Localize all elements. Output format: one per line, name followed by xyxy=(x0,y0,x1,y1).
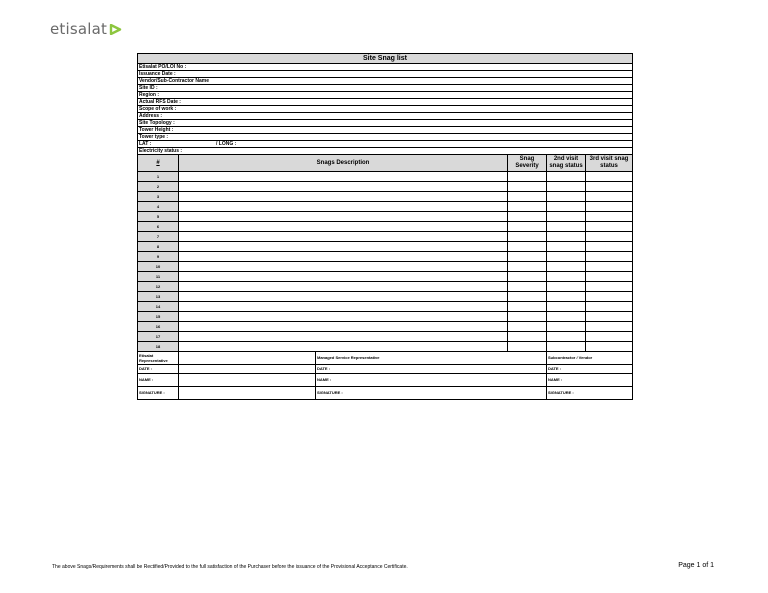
row-number: 2 xyxy=(138,182,179,192)
third-visit-status-cell[interactable] xyxy=(586,322,633,332)
row-number: 12 xyxy=(138,282,179,292)
table-row xyxy=(138,242,633,252)
row-number: 14 xyxy=(138,302,179,312)
date-label: DATE : xyxy=(138,365,179,374)
name-label: NAME : xyxy=(547,374,633,387)
snag-description-cell[interactable] xyxy=(179,272,508,282)
second-visit-status-cell[interactable] xyxy=(547,172,586,182)
snag-severity-cell[interactable] xyxy=(508,242,547,252)
snag-severity-cell[interactable] xyxy=(508,262,547,272)
signature-label: SIGNATURE : xyxy=(547,387,633,400)
third-visit-status-cell[interactable] xyxy=(586,262,633,272)
snag-severity-cell[interactable] xyxy=(508,182,547,192)
snag-description-cell[interactable] xyxy=(179,342,508,352)
table-row xyxy=(138,292,633,302)
snag-description-cell[interactable] xyxy=(179,262,508,272)
snag-severity-cell[interactable] xyxy=(508,302,547,312)
table-row xyxy=(138,302,633,312)
field-scope-of-work: Scope of work : xyxy=(138,106,633,113)
row-number: 18 xyxy=(138,342,179,352)
second-visit-status-cell[interactable] xyxy=(547,182,586,192)
column-second-visit-header: 2nd visit snag status xyxy=(547,155,586,172)
second-visit-status-cell[interactable] xyxy=(547,322,586,332)
snag-severity-cell[interactable] xyxy=(508,322,547,332)
footer-note: The above Snags/Requirements shall be Rectified/Provided to the full satisfaction of the Purchaser before the issuance of the Provisional Acceptance Certificate. xyxy=(52,564,408,570)
third-visit-status-cell[interactable] xyxy=(586,272,633,282)
row-number: 13 xyxy=(138,292,179,302)
second-visit-status-cell[interactable] xyxy=(547,202,586,212)
field-vendor-name: Vendor/Sub-Contractor Name xyxy=(138,78,633,85)
snag-description-cell[interactable] xyxy=(179,212,508,222)
second-visit-status-cell[interactable] xyxy=(547,312,586,322)
snag-severity-cell[interactable] xyxy=(508,232,547,242)
snag-severity-cell[interactable] xyxy=(508,332,547,342)
table-row xyxy=(138,172,633,182)
row-number: 1 xyxy=(138,172,179,182)
snag-table xyxy=(137,53,633,400)
snag-rows xyxy=(138,172,633,352)
row-number: 10 xyxy=(138,262,179,272)
table-row xyxy=(138,332,633,342)
page-number: Page 1 of 1 xyxy=(678,562,714,569)
snag-severity-cell[interactable] xyxy=(508,192,547,202)
snag-description-cell[interactable] xyxy=(179,282,508,292)
snag-description-cell[interactable] xyxy=(179,182,508,192)
table-row xyxy=(138,182,633,192)
signature-label: SIGNATURE : xyxy=(316,387,547,400)
snag-description-cell[interactable] xyxy=(179,232,508,242)
second-visit-status-cell[interactable] xyxy=(547,232,586,242)
snag-description-cell[interactable] xyxy=(179,172,508,182)
field-rfs-date: Actual RFS Date : xyxy=(138,99,633,106)
table-row xyxy=(138,212,633,222)
column-severity-header: Snag Severity xyxy=(508,155,547,172)
snag-description-cell[interactable] xyxy=(179,322,508,332)
third-visit-status-cell[interactable] xyxy=(586,192,633,202)
field-po-loi: Etisalat PO/LOI No : xyxy=(138,64,633,71)
third-visit-status-cell[interactable] xyxy=(586,242,633,252)
third-visit-status-cell[interactable] xyxy=(586,282,633,292)
signature-label: SIGNATURE : xyxy=(138,387,179,400)
row-number: 17 xyxy=(138,332,179,342)
snag-severity-cell[interactable] xyxy=(508,252,547,262)
snag-severity-cell[interactable] xyxy=(508,272,547,282)
second-visit-status-cell[interactable] xyxy=(547,282,586,292)
row-number: 6 xyxy=(138,222,179,232)
third-visit-status-cell[interactable] xyxy=(586,212,633,222)
field-electricity-status: Electricity status : xyxy=(138,148,633,155)
snag-severity-cell[interactable] xyxy=(508,292,547,302)
third-visit-status-cell[interactable] xyxy=(586,342,633,352)
second-visit-status-cell[interactable] xyxy=(547,242,586,252)
column-number-header: # xyxy=(138,155,179,172)
third-visit-status-cell[interactable] xyxy=(586,252,633,262)
second-visit-status-cell[interactable] xyxy=(547,222,586,232)
table-row xyxy=(138,202,633,212)
table-row xyxy=(138,322,633,332)
second-visit-status-cell[interactable] xyxy=(547,252,586,262)
snag-description-cell[interactable] xyxy=(179,192,508,202)
third-visit-status-cell[interactable] xyxy=(586,182,633,192)
name-label: NAME : xyxy=(138,374,179,387)
snag-severity-cell[interactable] xyxy=(508,202,547,212)
field-site-topology: Site Topology : xyxy=(138,120,633,127)
snag-description-cell[interactable] xyxy=(179,302,508,312)
field-address: Address : xyxy=(138,113,633,120)
table-row xyxy=(138,192,633,202)
second-visit-status-cell[interactable] xyxy=(547,262,586,272)
signature-rep-etisalat: Etisalat Representative xyxy=(138,352,179,365)
third-visit-status-cell[interactable] xyxy=(586,222,633,232)
table-row xyxy=(138,252,633,262)
third-visit-status-cell[interactable] xyxy=(586,232,633,242)
snag-severity-cell[interactable] xyxy=(508,282,547,292)
second-visit-status-cell[interactable] xyxy=(547,292,586,302)
second-visit-status-cell[interactable] xyxy=(547,302,586,312)
signature-rep-subcontractor: Subcontractor / Vendor xyxy=(547,352,633,365)
row-number: 15 xyxy=(138,312,179,322)
snag-list-sheet xyxy=(137,53,632,400)
field-lat-long xyxy=(138,141,633,148)
lat-label: LAT : xyxy=(139,141,152,147)
snag-severity-cell[interactable] xyxy=(508,312,547,322)
third-visit-status-cell[interactable] xyxy=(586,302,633,312)
column-description-header: Snags Description xyxy=(179,155,508,172)
table-row xyxy=(138,232,633,242)
snag-severity-cell[interactable] xyxy=(508,342,547,352)
table-row xyxy=(138,282,633,292)
snag-description-cell[interactable] xyxy=(179,252,508,262)
signature-rep-managed-service: Managed Service Representative xyxy=(316,352,547,365)
row-number: 11 xyxy=(138,272,179,282)
snag-description-cell[interactable] xyxy=(179,222,508,232)
snag-description-cell[interactable] xyxy=(179,292,508,302)
row-number: 7 xyxy=(138,232,179,242)
third-visit-status-cell[interactable] xyxy=(586,292,633,302)
second-visit-status-cell[interactable] xyxy=(547,342,586,352)
field-tower-height: Tower Height : xyxy=(138,127,633,134)
row-number: 5 xyxy=(138,212,179,222)
third-visit-status-cell[interactable] xyxy=(586,172,633,182)
sheet-title: Site Snag list xyxy=(138,54,633,64)
row-number: 8 xyxy=(138,242,179,252)
snag-description-cell[interactable] xyxy=(179,332,508,342)
field-tower-type: Tower type : xyxy=(138,134,633,141)
table-row xyxy=(138,312,633,322)
row-number: 3 xyxy=(138,192,179,202)
date-label: DATE : xyxy=(547,365,633,374)
field-site-id: Site ID : xyxy=(138,85,633,92)
long-label: / LONG : xyxy=(216,141,237,147)
etisalat-logo xyxy=(50,20,122,38)
field-region: Region : xyxy=(138,92,633,99)
table-row xyxy=(138,262,633,272)
snag-description-cell[interactable] xyxy=(179,202,508,212)
logo-text: etisalat xyxy=(50,20,108,38)
date-label: DATE : xyxy=(316,365,547,374)
snag-severity-cell[interactable] xyxy=(508,222,547,232)
snag-severity-cell[interactable] xyxy=(508,212,547,222)
second-visit-status-cell[interactable] xyxy=(547,332,586,342)
second-visit-status-cell[interactable] xyxy=(547,192,586,202)
name-label: NAME : xyxy=(316,374,547,387)
snag-description-cell[interactable] xyxy=(179,312,508,322)
table-row xyxy=(138,222,633,232)
column-third-visit-header: 3rd visit snag status xyxy=(586,155,633,172)
table-row xyxy=(138,342,633,352)
snag-description-cell[interactable] xyxy=(179,242,508,252)
field-issuance-date: Issuance Date : xyxy=(138,71,633,78)
table-row xyxy=(138,272,633,282)
row-number: 16 xyxy=(138,322,179,332)
row-number: 4 xyxy=(138,202,179,212)
second-visit-status-cell[interactable] xyxy=(547,272,586,282)
snag-severity-cell[interactable] xyxy=(508,172,547,182)
third-visit-status-cell[interactable] xyxy=(586,202,633,212)
third-visit-status-cell[interactable] xyxy=(586,332,633,342)
second-visit-status-cell[interactable] xyxy=(547,212,586,222)
row-number: 9 xyxy=(138,252,179,262)
logo-mark-icon xyxy=(109,24,122,35)
third-visit-status-cell[interactable] xyxy=(586,312,633,322)
